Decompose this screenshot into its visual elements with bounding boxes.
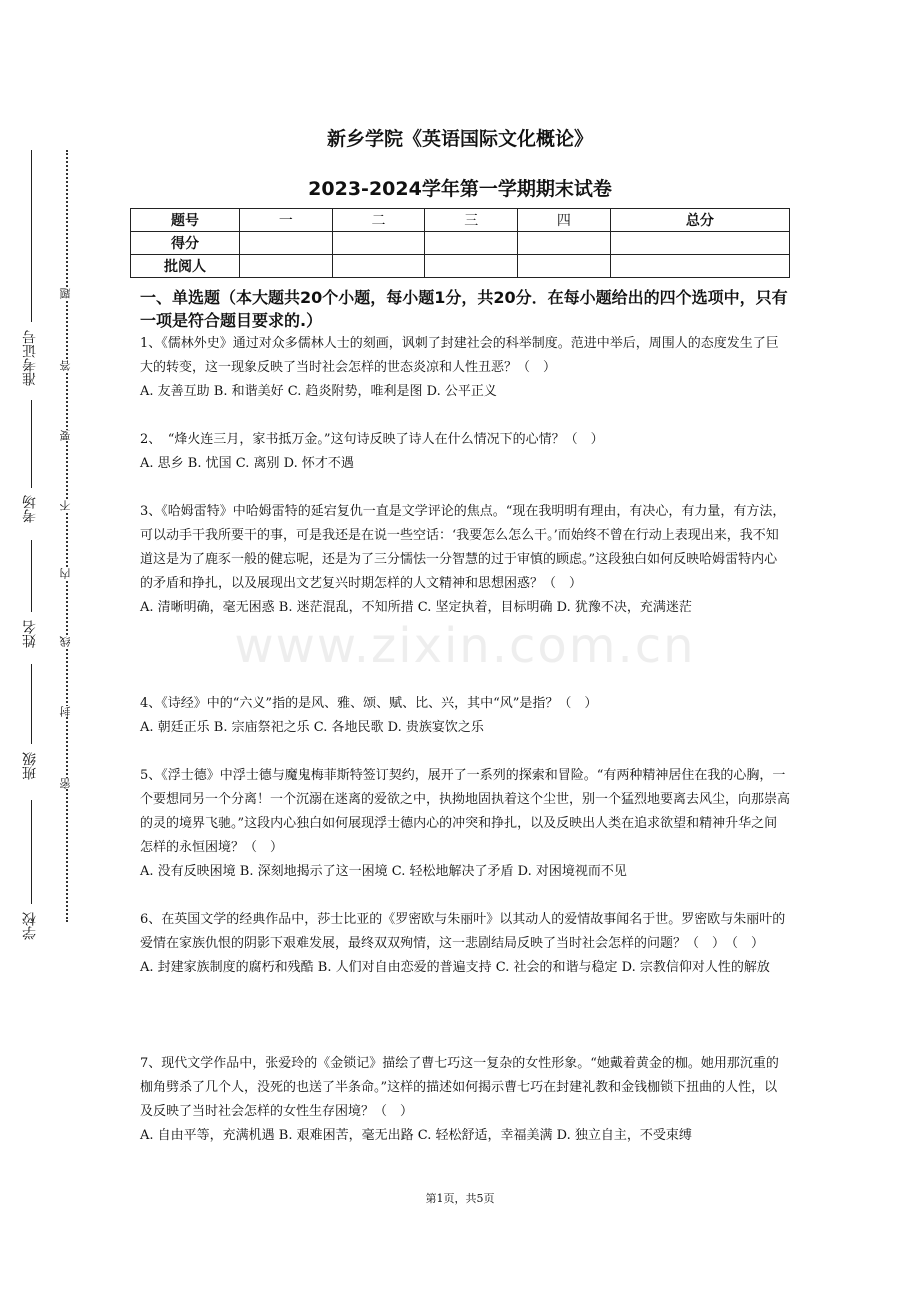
question-options: A. 朝廷正乐 B. 宗庙祭祀之乐 C. 各地民歌 D. 贵族宴饮之乐 (140, 720, 484, 735)
header-cell: 总分 (610, 209, 789, 232)
class-line (31, 664, 32, 744)
seal-char: 题 (59, 288, 72, 299)
question-item (140, 428, 790, 476)
seal-line (66, 150, 68, 922)
score-table-header-row (131, 209, 790, 232)
question-stem: 4、《诗经》中的“六义”指的是风、雅、颂、赋、比、兴，其中“风”是指？（ ） (140, 696, 598, 711)
question-options: A. 友善互助 B. 和谐美好 C. 趋炎附势，唯利是图 D. 公平正义 (140, 384, 497, 399)
question-options: A. 思乡 B. 忧国 C. 离别 D. 怀才不遇 (140, 456, 354, 471)
seal-char: 答 (59, 360, 72, 371)
header-cell: 三 (425, 209, 518, 232)
header-cell: 二 (332, 209, 425, 232)
school-line (31, 800, 32, 904)
exam-id-label: 准考证号 (22, 330, 38, 386)
header-cell: 一 (240, 209, 333, 232)
question-stem: 2、 “烽火连三月，家书抵万金。”这句诗反映了诗人在什么情况下的心情？（ ） (140, 432, 604, 447)
question-options: A. 封建家族制度的腐朽和残酷 B. 人们对自由恋爱的普遍支持 C. 社会的和谐与稳定 D. 宗教信仰对人性的解放 (140, 960, 770, 975)
section-title: 一、单选题（本大题共20个小题，每小题1分，共20分．在每小题给出的四个选项中，只有一项是符合题目要求的.） (140, 288, 788, 330)
question-item (140, 332, 790, 404)
grader-cell (332, 255, 425, 278)
question-item (140, 908, 790, 980)
question-options: A. 没有反映困境 B. 深刻地揭示了这一困境 C. 轻松地解决了矛盾 D. 对困境视而不见 (140, 864, 627, 879)
score-cell (332, 232, 425, 255)
question-item (140, 764, 790, 884)
question-stem: 7、现代文学作品中，张爱玲的《金锁记》描绘了曹七巧这一复杂的女性形象。“她戴着黄金的枷。她用那沉重的枷角劈杀了几个人，没死的也送了半条命。”这样的描述如何揭示曹七巧在封建礼教和金钱枷锁下扭曲的人性，以及反映了当时社会怎样的女性生存困境？（ ） (140, 1056, 779, 1119)
score-cell (425, 232, 518, 255)
grader-row (131, 255, 790, 278)
question-options: A. 自由平等，充满机遇 B. 艰难困苦，毫无出路 C. 轻松舒适，幸福美满 D. 独立自主，不受束缚 (140, 1128, 692, 1143)
score-cell (240, 232, 333, 255)
binding-margin (0, 0, 80, 1302)
grader-cell (240, 255, 333, 278)
page-number: 第1页，共5页 (425, 1192, 495, 1205)
question-item (140, 500, 790, 620)
watermark: www.zixin.com.cn (234, 618, 696, 674)
score-cell (518, 232, 611, 255)
grader-cell (425, 255, 518, 278)
header-cell: 四 (518, 209, 611, 232)
exam-room-line (31, 400, 32, 488)
question-stem: 5、《浮士德》中浮士德与魔鬼梅菲斯特签订契约，展开了一系列的探索和冒险。“有两种精神居住在我的心胸，一个要想同另一个分离！一个沉溺在迷离的爱欲之中，执拗地固执着这个尘世，别一个猛烈地要离去风尘，向那崇高的灵的境界飞驰。”这段内心独白如何展现浮士德内心的冲突和挣扎，以及反映出人类在追求欲望和精神升华之间怎样的永恒困境？（ ） (140, 768, 791, 855)
seal-char: 不 (59, 500, 72, 511)
name-label: 姓名 (22, 620, 38, 648)
question-options: A. 清晰明确，毫无困惑 B. 迷茫混乱，不知所措 C. 坚定执着，目标明确 D. 犹豫不决，充满迷茫 (140, 600, 692, 615)
school-label: 学校 (22, 912, 38, 940)
score-row (131, 232, 790, 255)
class-label: 班级 (22, 752, 38, 780)
exam-id-line (31, 150, 32, 322)
seal-char: 密 (59, 778, 72, 789)
seal-char: 内 (59, 568, 72, 579)
exam-title: 新乡学院《英语国际文化概论》 (326, 128, 593, 150)
row-label: 得分 (131, 232, 240, 255)
seal-char: 封 (59, 706, 72, 717)
question-stem: 3、《哈姆雷特》中哈姆雷特的延宕复仇一直是文学评论的焦点。“现在我明明有理由，有决心，有力量，有方法，可以动手干我所要干的事，可是我还是在说一些空话：‘我要怎么怎么干。’而始终不曾在行动上表现出来，我不知道这是为了鹿豕一般的健忘呢，还是为了三分懦怯一分智慧的过于审慎的顾虑。”这段独白如何反映哈姆雷特内心的矛盾和挣扎，以及展现出文艺复兴时期怎样的人文精神和思想困惑？（ ） (140, 504, 786, 591)
question-stem: 1、《儒林外史》通过对众多儒林人士的刻画，讽刺了封建社会的科举制度。范进中举后，周围人的态度发生了巨大的转变，这一现象反映了当时社会怎样的世态炎凉和人性丑恶？（ ） (140, 336, 779, 375)
question-item (140, 692, 790, 740)
header-cell: 题号 (131, 209, 240, 232)
score-table (130, 208, 790, 278)
seal-char: 线 (59, 636, 72, 647)
grader-cell (518, 255, 611, 278)
question-stem: 6、在英国文学的经典作品中，莎士比亚的《罗密欧与朱丽叶》以其动人的爱情故事闻名于世。罗密欧与朱丽叶的爱情在家族仇恨的阴影下艰难发展，最终双双殉情，这一悲剧结局反映了当时社会怎样的问题？（ ） （ ） (140, 912, 786, 951)
name-line (31, 540, 32, 612)
seal-char: 要 (59, 430, 72, 441)
grader-cell (610, 255, 789, 278)
score-cell (610, 232, 789, 255)
row-label: 批阅人 (131, 255, 240, 278)
question-item (140, 1052, 790, 1148)
exam-room-label: 考场 (22, 495, 38, 523)
exam-subtitle: 2023-2024学年第一学期期末试卷 (308, 178, 612, 200)
